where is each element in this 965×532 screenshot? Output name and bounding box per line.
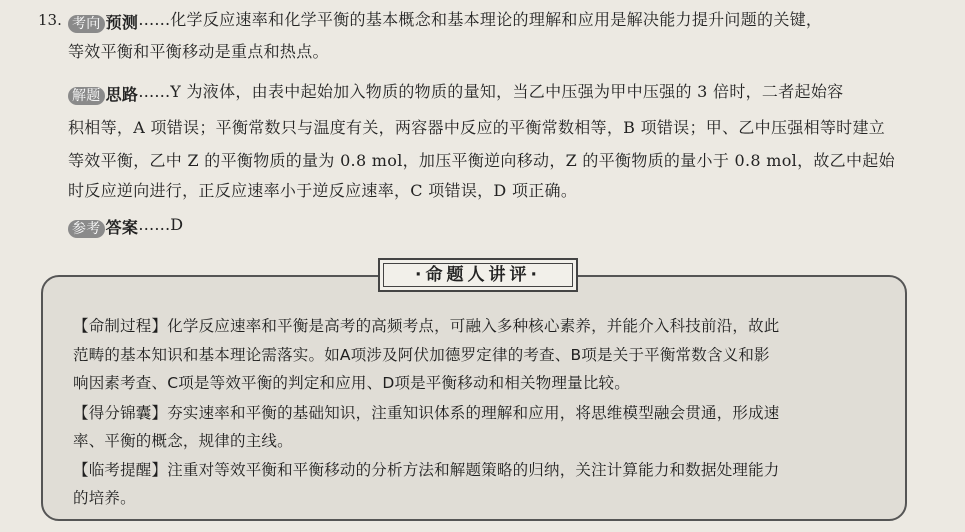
- commentary-line-3: 响因素考查、C项是等效平衡的判定和应用、D项是平衡移动和相关物理量比较。: [73, 374, 630, 392]
- prediction-text-2: 等效平衡和平衡移动是重点和热点。: [68, 42, 329, 61]
- approach-text-3: 等效平衡，乙中 Z 的平衡物质的量为 0.8 mol，加压平衡逆向移动，Z 的平衡物质的量小于 0.8 mol，故乙中起始: [68, 151, 895, 170]
- answer-tag-text: 答案: [105, 218, 139, 237]
- approach-tag-pill: 解题: [68, 87, 105, 105]
- prediction-line-1: [68, 10, 822, 33]
- prediction-tag-pill: 考向: [68, 15, 105, 33]
- answer-line: [68, 215, 183, 238]
- approach-tag-text: 思路: [105, 85, 139, 104]
- approach-text-4: 时反应逆向进行，正反应速率小于逆反应速率，C 项错误，D 项正确。: [68, 181, 578, 200]
- commentary-line-6: 【临考提醒】注重对等效平衡和平衡移动的分析方法和解题策略的归纳，关注计算能力和数据处理能力: [73, 461, 780, 479]
- approach-text-2: 积相等，A 项错误；平衡常数只与温度有关，两容器中反应的平衡常数相等，B 项错误；甲、乙中压强相等时建立: [68, 118, 886, 137]
- prediction-dots: ……: [138, 10, 171, 29]
- prediction-tag-text: 预测: [105, 13, 139, 32]
- commentary-line-1: 【命制过程】化学反应速率和平衡是高考的高频考点，可融入多种核心素养，并能介入科技前沿，故此: [73, 317, 780, 335]
- answer-value: D: [170, 215, 184, 234]
- prediction-text-1: 化学反应速率和化学平衡的基本概念和基本理论的理解和应用是解决能力提升问题的关键，: [170, 10, 823, 29]
- prediction-tag: [68, 13, 138, 33]
- commentary-line-4: 【得分锦囊】夯实速率和平衡的基础知识，注重知识体系的理解和应用，将思维模型融会贯通，形成速: [73, 404, 780, 422]
- commentary-line-7: 的培养。: [73, 489, 136, 507]
- answer-dots: ……: [138, 215, 171, 234]
- approach-line-1: [68, 82, 843, 105]
- commentary-title: ·命题人讲评·: [378, 258, 578, 292]
- answer-tag-pill: 参考: [68, 220, 105, 238]
- answer-tag: [68, 218, 138, 238]
- commentary-line-5: 率、平衡的概念，规律的主线。: [73, 432, 293, 450]
- approach-text-1: Y 为液体，由表中起始加入物质的物质的量知，当乙中压强为甲中压强的 3 倍时，二者起始容: [170, 82, 844, 101]
- commentary-line-2: 范畴的基本知识和基本理论需落实。如A项涉及阿伏加德罗定律的考查、B项是关于平衡常数含义和影: [73, 346, 770, 364]
- question-number: 13.: [38, 11, 62, 29]
- approach-tag: [68, 85, 138, 105]
- approach-dots: ……: [138, 82, 171, 101]
- commentary-box: [41, 275, 907, 521]
